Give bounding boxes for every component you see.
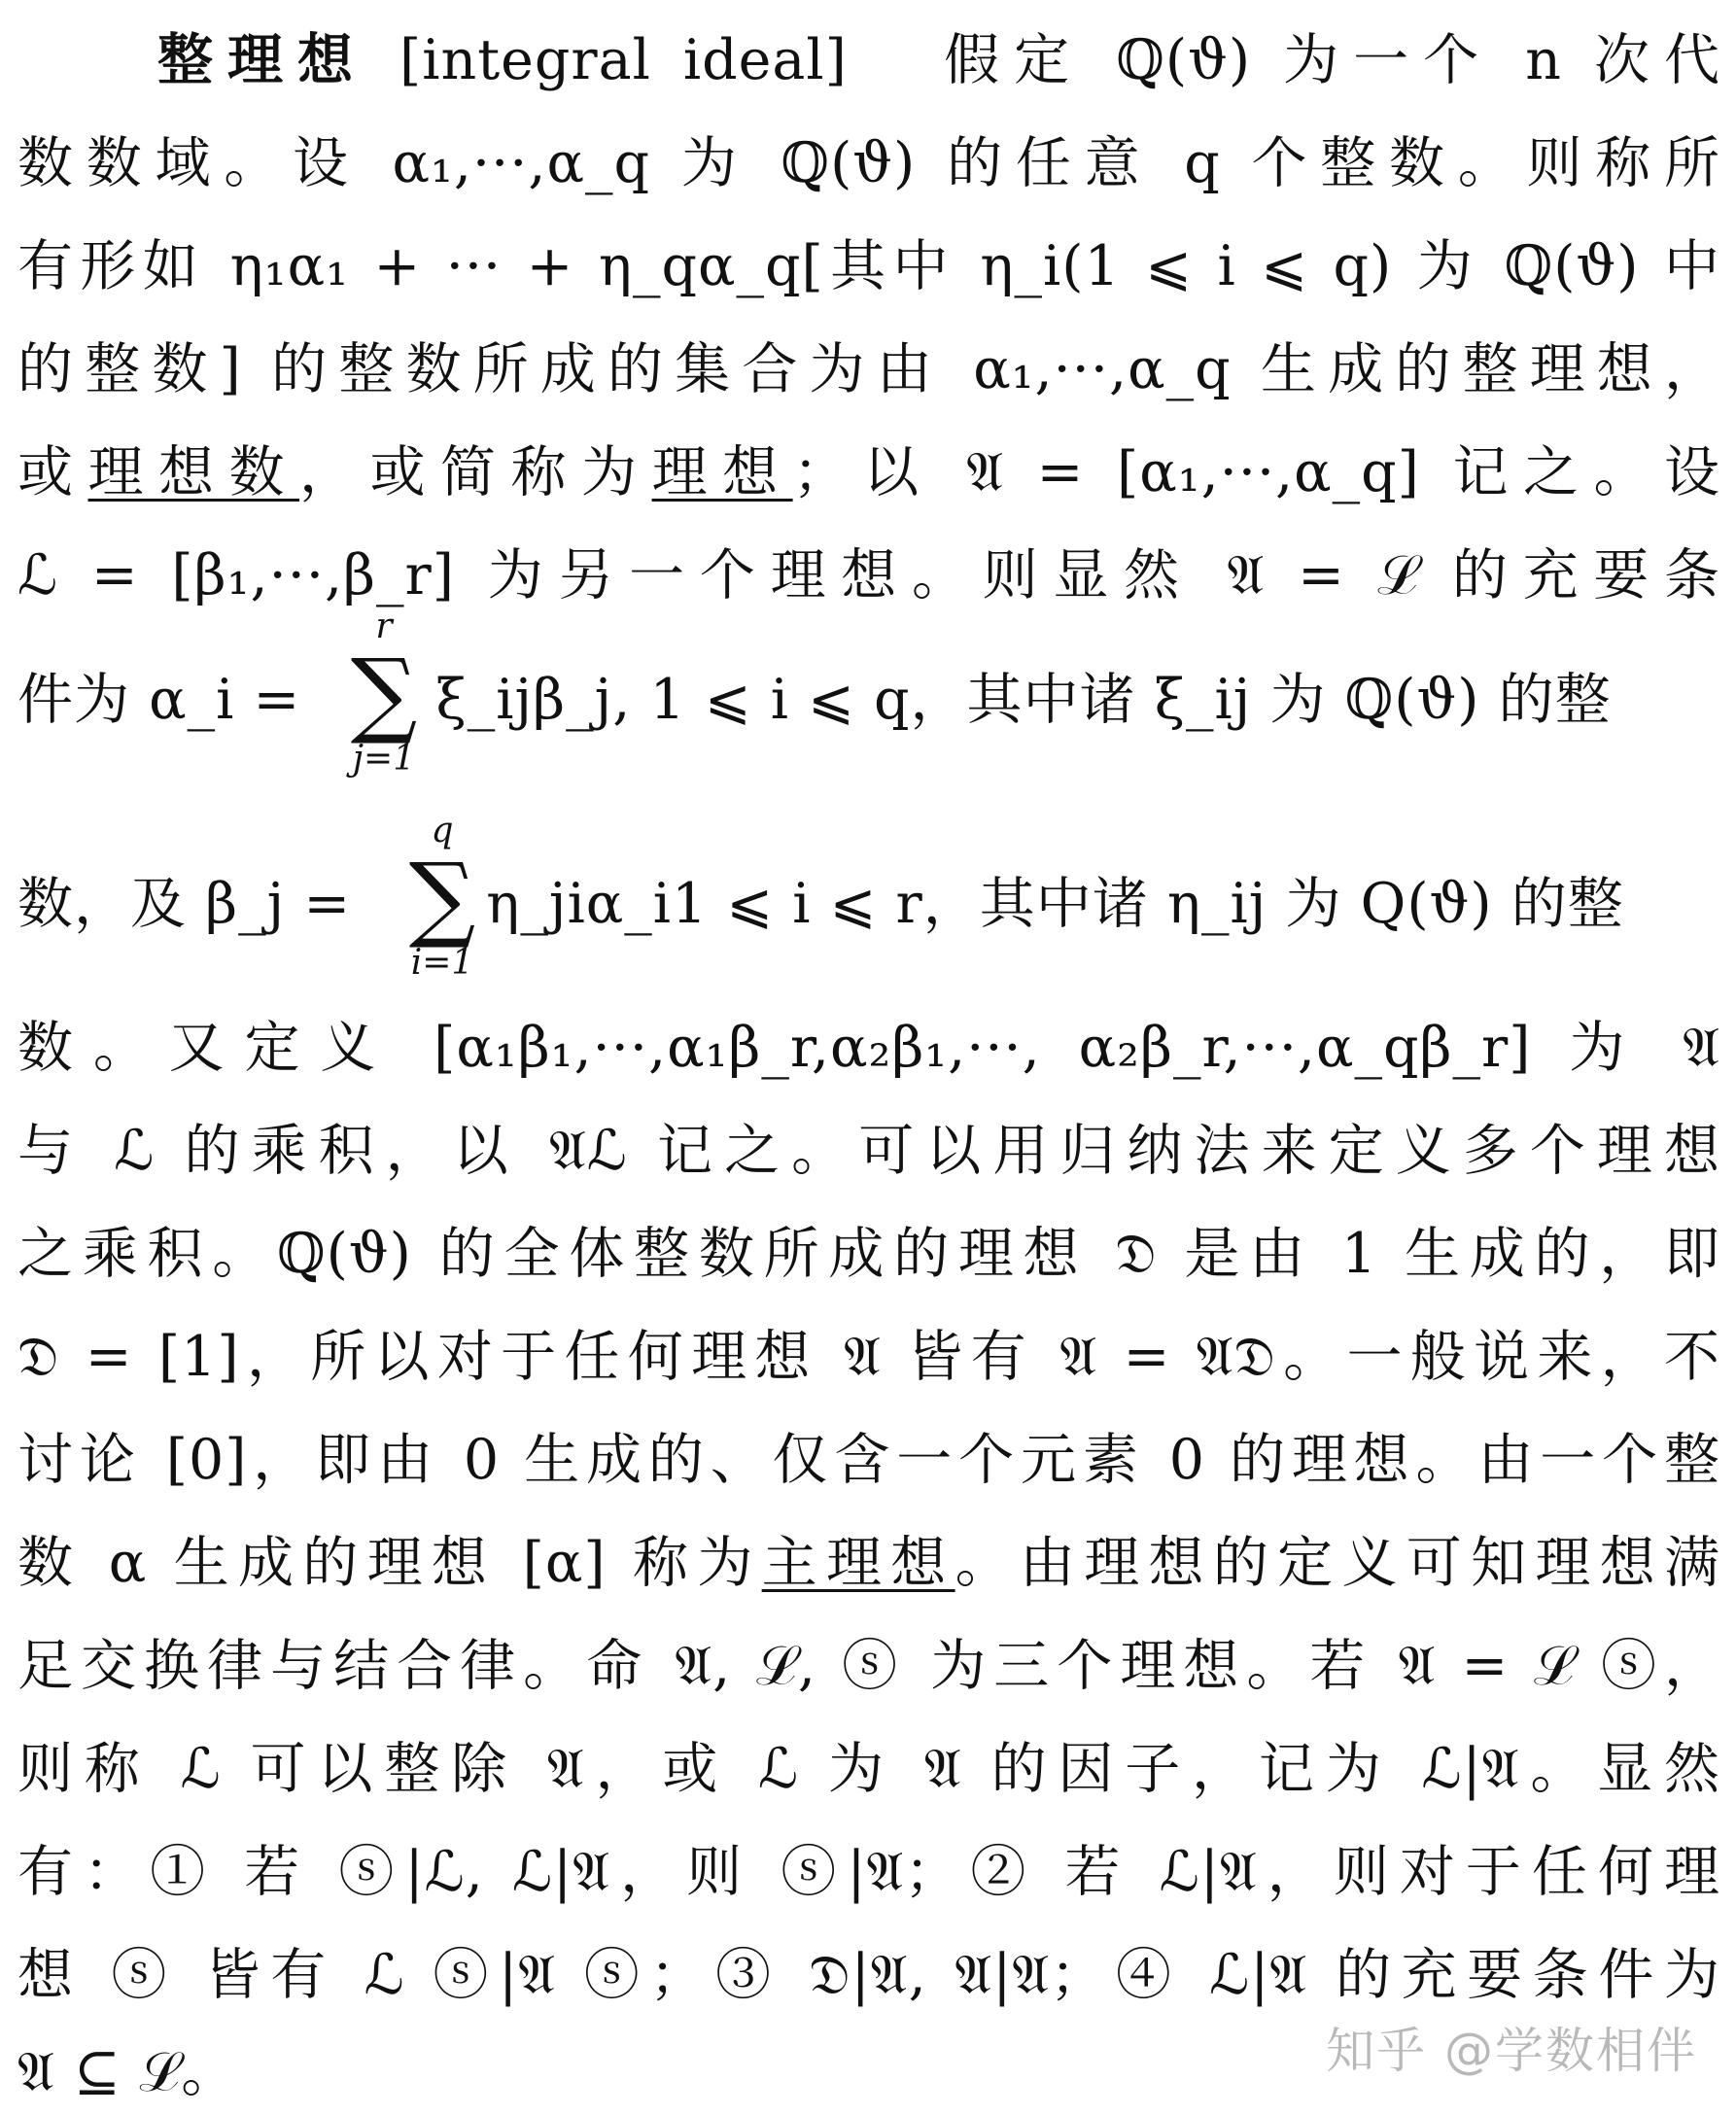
entry-text: 或 xyxy=(17,440,88,504)
entry-text: ξ_ijβ_j, 1 ⩽ i ⩽ q，其中诸 ξ_ij 为 ℚ(ϑ) 的整 xyxy=(435,668,1612,732)
term-principal-ideal: 主理想 xyxy=(761,1531,955,1595)
sum2-upper-limit: q xyxy=(431,811,454,850)
entry-text: 假定 ℚ(ϑ) 为一个 n 次代 xyxy=(944,28,1720,92)
entry-text: ；以 𝔄 = [α₁,···,α_q] 记之。设 xyxy=(792,440,1720,504)
entry-line-3: 有形如 η₁α₁ + ··· + η_qα_q[其中 η_i(1 ⩽ i ⩽ q) 为 ℚ(ϑ) 中 xyxy=(17,234,1720,298)
term-ideal-number: 理想数 xyxy=(87,440,300,504)
entry-text: 数，及 β_j = xyxy=(17,872,370,936)
sum2-sigma: ∑ xyxy=(408,843,476,952)
entry-line-18: 想 ⓢ 皆有 ℒ ⓢ|𝔄 ⓢ；③ 𝔇|𝔄, 𝔄|𝔄；④ ℒ|𝔄 的充要条件为 xyxy=(17,1943,1720,2007)
entry-text: 。由理想的定义可知理想满 xyxy=(955,1531,1720,1595)
term-ideal: 理想 xyxy=(651,440,793,504)
sum1-lower-limit: j=1 xyxy=(352,739,416,779)
entry-line-14 xyxy=(17,1524,1720,1602)
entry-text: ，或简称为 xyxy=(299,440,652,504)
entry-text: η_jiα_i1 ⩽ i ⩽ r，其中诸 η_ij 为 Q(ϑ) 的整 xyxy=(486,872,1624,936)
entry-line-12: 𝔇 = [1]，所以对于任何理想 𝔄 皆有 𝔄 = 𝔄𝔇。一般说来，不 xyxy=(17,1325,1720,1389)
entry-line-2: 数数域。设 α₁,···,α_q 为 ℚ(ϑ) 的任意 q 个整数。则称所 xyxy=(17,131,1720,195)
entry-line-8 xyxy=(17,865,1720,943)
summation-1 xyxy=(330,607,437,779)
entry-line-7 xyxy=(17,661,1720,739)
sum1-upper-limit: r xyxy=(375,607,393,646)
entry-line-19: 𝔄 ⊆ ℒ。 xyxy=(17,2040,238,2104)
entry-line-9: 数。又定义 [α₁β₁,···,α₁β_r,α₂β₁,···, α₂β_r,···,α_qβ_r] 为 𝔄 xyxy=(17,1016,1720,1080)
watermark: 知乎 @学数相伴 xyxy=(1326,2023,1697,2079)
entry-line-10: 与 ℒ 的乘积，以 𝔄ℒ 记之。可以用归纳法来定义多个理想 xyxy=(17,1119,1720,1183)
entry-line-13: 讨论 [0]，即由 0 生成的、仅含一个元素 0 的理想。由一个整 xyxy=(17,1428,1720,1492)
entry-line-16: 则称 ℒ 可以整除 𝔄，或 ℒ 为 𝔄 的因子，记为 ℒ|𝔄。显然 xyxy=(17,1737,1720,1801)
entry-line-5 xyxy=(17,433,1720,511)
sum2-lower-limit: i=1 xyxy=(410,943,474,983)
entry-term: 整理想 xyxy=(144,27,367,92)
entry-text: 件为 α_i = xyxy=(17,668,320,732)
entry-line-1 xyxy=(17,21,1720,99)
entry-english-term: [integral ideal] xyxy=(399,28,848,92)
summation-2 xyxy=(389,812,496,983)
entry-line-4: 的整数] 的整数所成的集合为由 α₁,···,α_q 生成的整理想， xyxy=(17,337,1720,401)
entry-text: 数 α 生成的理想 [α] 称为 xyxy=(17,1531,762,1595)
sum1-sigma: ∑ xyxy=(350,639,418,747)
entry-line-15: 足交换律与结合律。命 𝔄, ℒ, ⓢ 为三个理想。若 𝔄 = ℒ ⓢ， xyxy=(17,1634,1720,1698)
entry-line-17: 有：① 若 ⓢ|ℒ, ℒ|𝔄，则 ⓢ|𝔄；② 若 ℒ|𝔄，则对于任何理 xyxy=(17,1840,1720,1904)
entry-line-11: 之乘积。ℚ(ϑ) 的全体整数所成的理想 𝔇 是由 1 生成的，即 xyxy=(17,1222,1720,1286)
entry-line-6: ℒ = [β₁,···,β_r] 为另一个理想。则显然 𝔄 = ℒ 的充要条 xyxy=(17,543,1720,607)
